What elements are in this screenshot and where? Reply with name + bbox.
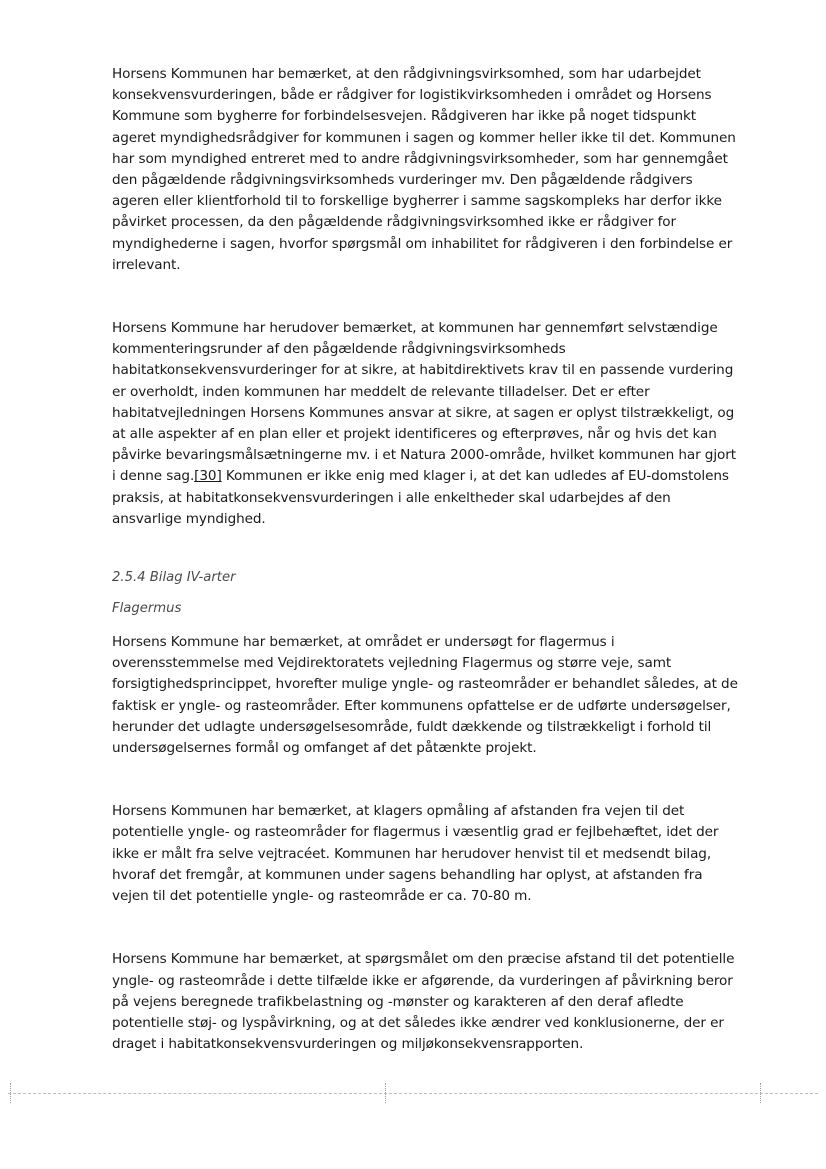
- paragraph-advisor-independence: Horsens Kommunen har bemærket, at den rådgivningsvirksomhed, som har udarbejdet konsekvensvurderingen, både er rådgiver for logistikvirksomheden i området og Horsens Kommune som bygherre for forbindelsesvejen. Rådgiveren har ikke på noget tidspunkt ageret myndighedsrådgiver for kommunen i sagen og kommer heller ikke til det. Kommunen har som myndighed entreret med to andre rådgivningsvirksomheder, som har gennemgået den pågældende rådgivningsvirksomheds vurderinger mv. Den pågældende rådgivers ageren eller klientforhold til to forskellige bygherrer i samme sagskompleks har derfor ikke påvirket processen, da den pågældende rådgivningsvirksomhed ikke er rådgiver for myndighederne i sagen, hvorfor spørgsmål om inhabilitet for rådgiveren i den forbindelse er irrelevant.: [112, 66, 736, 273]
- footnote-link-30[interactable]: [30]: [194, 468, 222, 485]
- sub-heading: Flagermus: [112, 601, 182, 617]
- section-heading: 2.5.4 Bilag IV-arter: [112, 570, 236, 586]
- paragraph-text-after-footnote: Kommunen er ikke enig med klager i, at det kan udledes af EU-domstolens praksis, at habitatkonsekvensvurderingen i alle enkeltheder skal udarbejdes af den ansvarlige myndighed.: [112, 468, 729, 527]
- scan-mark: [760, 1083, 763, 1103]
- document-body: [112, 64, 742, 1055]
- paragraph-bat-survey: Horsens Kommune har bemærket, at området er undersøgt for flagermus i overensstemmelse med Vejdirektoratets vejledning Flagermus og større veje, samt forsigtighedsprincippet, hvorefter mulige yngle- og rasteområder er behandlet således, at de faktisk er yngle- og rasteområder. Efter kommunens opfattelse er de udførte undersøgelser, herunder det udlagte undersøgelsesområde, fuldt dækkende og tilstrækkeligt i forhold til undersøgelsernes formål og omfanget af det påtænkte projekt.: [112, 634, 738, 757]
- paragraph-commenting-rounds: [112, 318, 742, 530]
- page-bottom-scan-rule: [8, 1093, 818, 1094]
- paragraph-distance-measurement: Horsens Kommunen har bemærket, at klagers opmåling af afstanden fra vejen til det potentielle yngle- og rasteområder for flagermus i væsentlig grad er fejlbehæftet, idet der ikke er målt fra selve vejtracéet. Kommunen har herudover henvist til et medsendt bilag, hvoraf det fremgår, at kommunen under sagens behandling har oplyst, at afstanden fra vejen til det potentielle yngle- og rasteområde er ca. 70-80 m.: [112, 803, 719, 905]
- scan-mark: [385, 1083, 388, 1103]
- paragraph-distance-relevance: Horsens Kommune har bemærket, at spørgsmålet om den præcise afstand til det potentielle yngle- og rasteområde i dette tilfælde ikke er afgørende, da vurderingen af påvirkning beror på vejens beregnede trafikbelastning og -mønster og karakteren af den deraf afledte potentielle støj- og lyspåvirkning, og at det således ikke ændrer ved konklusionerne, der er draget i habitatkonsekvensvurderingen og miljøkonsekvensrapporten.: [112, 951, 735, 1053]
- paragraph-text-before-footnote: Horsens Kommune har herudover bemærket, at kommunen har gennemført selvstændige kommenteringsrunder af den pågældende rådgivningsvirksomheds habitatkonsekvensvurderinger for at sikre, at habitdirektivets krav til en passende vurdering er overholdt, inden kommunen har meddelt de relevante tilladelser. Det er efter habitatvejledningen Horsens Kommunes ansvar at sikre, at sagen er oplyst tilstrækkeligt, og at alle aspekter af en plan eller et projekt identificeres og efterprøves, når og hvis det kan påvirke bevaringsmålsætningerne mv. i et Natura 2000-område, hvilket kommunen har gjort i denne sag.: [112, 320, 736, 485]
- scan-mark: [10, 1083, 13, 1103]
